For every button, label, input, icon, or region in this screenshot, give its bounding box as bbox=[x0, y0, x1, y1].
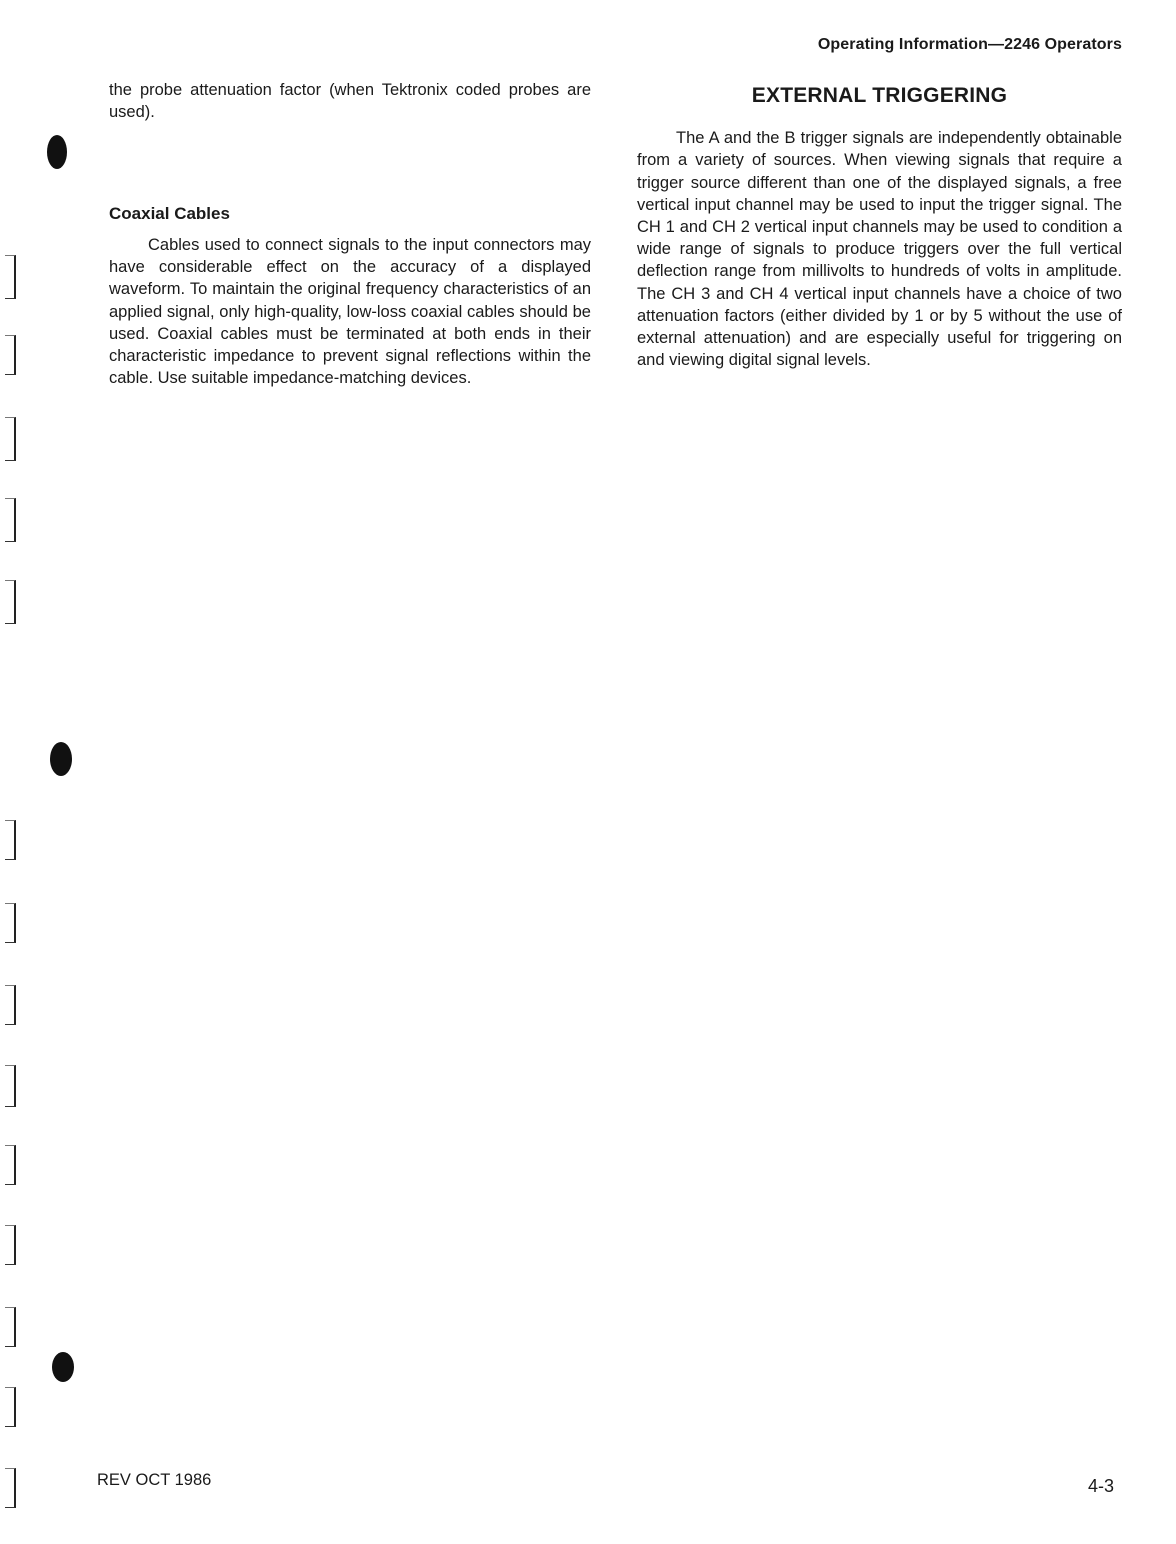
external-triggering-paragraph: The A and the B trigger signals are independently obtainable from a variety of sources. When viewing signals that require a trigger source different than one of the displayed signals, a free vertical input channel may be used to input the trigger signal. The CH 1 and CH 2 vertical input channels may be used to condition a wide range of signals to produce triggers over the full vertical deflection range from millivolts to hundreds of volts in amplitude. The CH 3 and CH 4 vertical input channels have a choice of two attenuation factors (either divided by 1 or by 5 without the use of external attenuation) and are especially useful for triggering on and viewing digital signal levels. bbox=[637, 129, 1122, 370]
coaxial-cables-paragraph: Cables used to connect signals to the input connectors may have considerable effect on the accuracy of a displayed waveform. To maintain the original frequency characteristics of an applied signal, only high-quality, low-loss coaxial cables should be used. Coaxial cables must be terminated at both ends in their characteristic impedance to prevent signal reflections within the cable. Use suitable impedance-matching devices. bbox=[109, 236, 591, 388]
binding-mark bbox=[5, 255, 16, 299]
punch-hole bbox=[50, 742, 72, 776]
binding-mark bbox=[5, 1065, 16, 1107]
binding-mark bbox=[5, 335, 16, 375]
binding-mark bbox=[5, 985, 16, 1025]
page-number: 4-3 bbox=[1087, 1476, 1114, 1496]
binding-mark bbox=[5, 820, 16, 860]
binding-mark bbox=[5, 903, 16, 943]
binding-mark bbox=[5, 1387, 16, 1427]
binding-mark bbox=[5, 1468, 16, 1508]
left-column-section bbox=[109, 234, 591, 389]
binding-mark bbox=[5, 1145, 16, 1185]
section-title-coaxial-cables: Coaxial Cables bbox=[109, 204, 230, 223]
binding-mark bbox=[5, 1225, 16, 1265]
binding-mark bbox=[5, 580, 16, 624]
running-header: Operating Information—2246 Operators bbox=[817, 36, 1122, 53]
binding-mark bbox=[5, 1307, 16, 1347]
punch-hole bbox=[47, 135, 67, 169]
punch-hole bbox=[52, 1352, 74, 1382]
binding-mark bbox=[5, 498, 16, 542]
right-column bbox=[637, 85, 1122, 371]
left-column-continued bbox=[109, 79, 591, 123]
continued-paragraph: the probe attenuation factor (when Tektronix coded probes are used). bbox=[109, 81, 591, 122]
binding-mark bbox=[5, 417, 16, 461]
section-heading-external-triggering: EXTERNAL TRIGGERING bbox=[751, 84, 1008, 107]
footer-revision: REV OCT 1986 bbox=[97, 1471, 212, 1489]
